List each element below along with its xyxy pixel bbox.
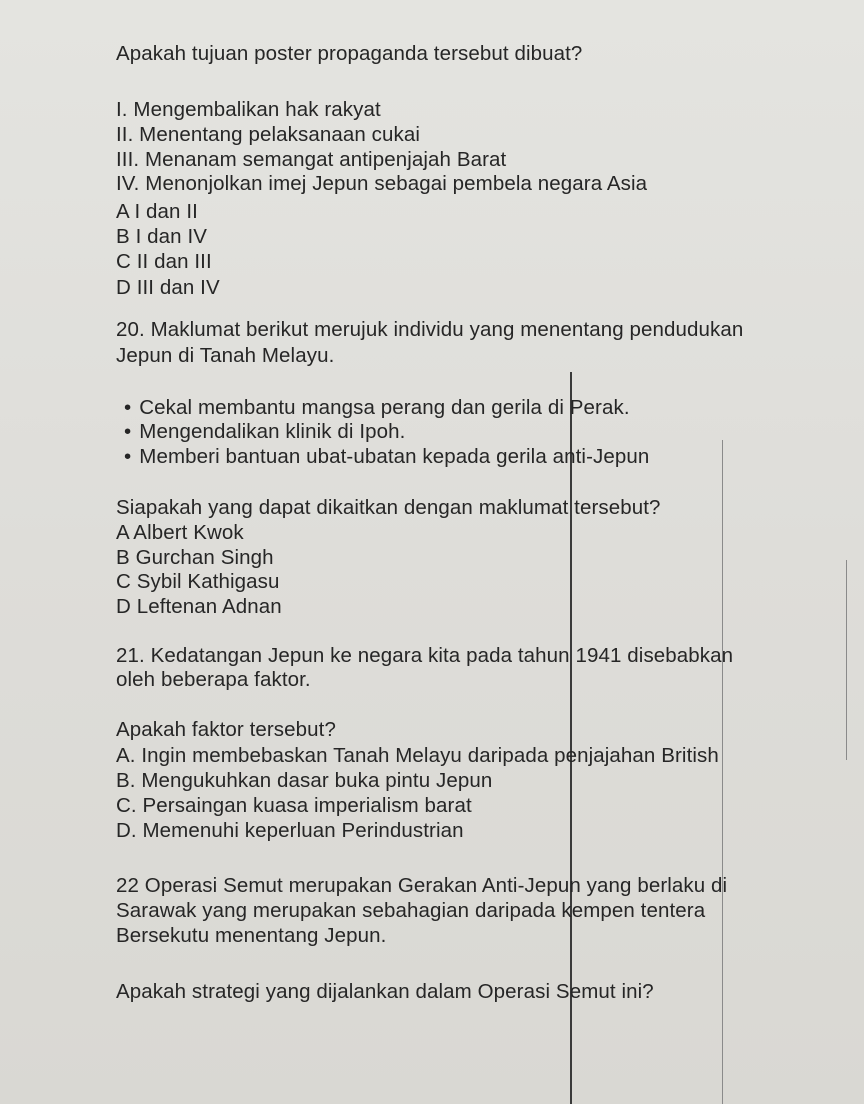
q19-option-a[interactable]: A I dan II xyxy=(116,200,198,223)
q19-option-d[interactable]: D III dan IV xyxy=(116,276,220,299)
q21-option-d[interactable]: D. Memenuhi keperluan Perindustrian xyxy=(116,819,464,842)
q21-stem: 21. Kedatangan Jepun ke negara kita pada tahun 1941 disebabkan xyxy=(116,644,734,667)
pencil-line xyxy=(722,440,723,1104)
pencil-line xyxy=(846,560,847,760)
q21-option-c[interactable]: C. Persaingan kuasa imperialism barat xyxy=(116,794,472,817)
q22-stem: 22 Operasi Semut merupakan Gerakan Anti-Jepun yang berlaku di xyxy=(116,874,728,897)
q19-statement: IV. Menonjolkan imej Jepun sebagai pembela negara Asia xyxy=(116,172,648,195)
q20-option-a[interactable]: A Albert Kwok xyxy=(116,521,244,544)
q22-question: Apakah strategi yang dijalankan dalam Operasi Semut ini? xyxy=(116,980,654,1003)
q19-statement: III. Menanam semangat antipenjajah Barat xyxy=(116,148,507,171)
q20-bullet: • Mengendalikan klinik di Ipoh. xyxy=(124,420,405,444)
q20-stem: Jepun di Tanah Melayu. xyxy=(116,344,335,367)
q20-option-b[interactable]: B Gurchan Singh xyxy=(116,546,274,569)
q19-statement: I. Mengembalikan hak rakyat xyxy=(116,98,381,121)
q22-stem: Bersekutu menentang Jepun. xyxy=(116,924,387,947)
q21-stem: oleh beberapa faktor. xyxy=(116,668,311,691)
q21-option-a[interactable]: A. Ingin membebaskan Tanah Melayu daripada penjajahan British xyxy=(116,744,719,767)
q20-option-c[interactable]: C Sybil Kathigasu xyxy=(116,570,280,593)
q20-option-d[interactable]: D Leftenan Adnan xyxy=(116,595,282,618)
q20-question: Siapakah yang dapat dikaitkan dengan maklumat tersebut? xyxy=(116,496,661,519)
q19-option-b[interactable]: B I dan IV xyxy=(116,225,208,248)
q19-stem: Apakah tujuan poster propaganda tersebut dibuat? xyxy=(116,42,583,65)
q21-question: Apakah faktor tersebut? xyxy=(116,718,336,741)
q19-option-c[interactable]: C II dan III xyxy=(116,250,212,273)
q22-stem: Sarawak yang merupakan sebahagian daripada kempen tentera xyxy=(116,899,706,922)
q20-stem: 20. Maklumat berikut merujuk individu yang menentang pendudukan xyxy=(116,318,744,341)
q19-statement: II. Menentang pelaksanaan cukai xyxy=(116,123,420,146)
q21-option-b[interactable]: B. Mengukuhkan dasar buka pintu Jepun xyxy=(116,769,493,792)
q20-bullet: • Cekal membantu mangsa perang dan gerila di Perak. xyxy=(124,396,630,420)
q20-bullet: • Memberi bantuan ubat-ubatan kepada gerila anti-Jepun xyxy=(124,445,649,469)
